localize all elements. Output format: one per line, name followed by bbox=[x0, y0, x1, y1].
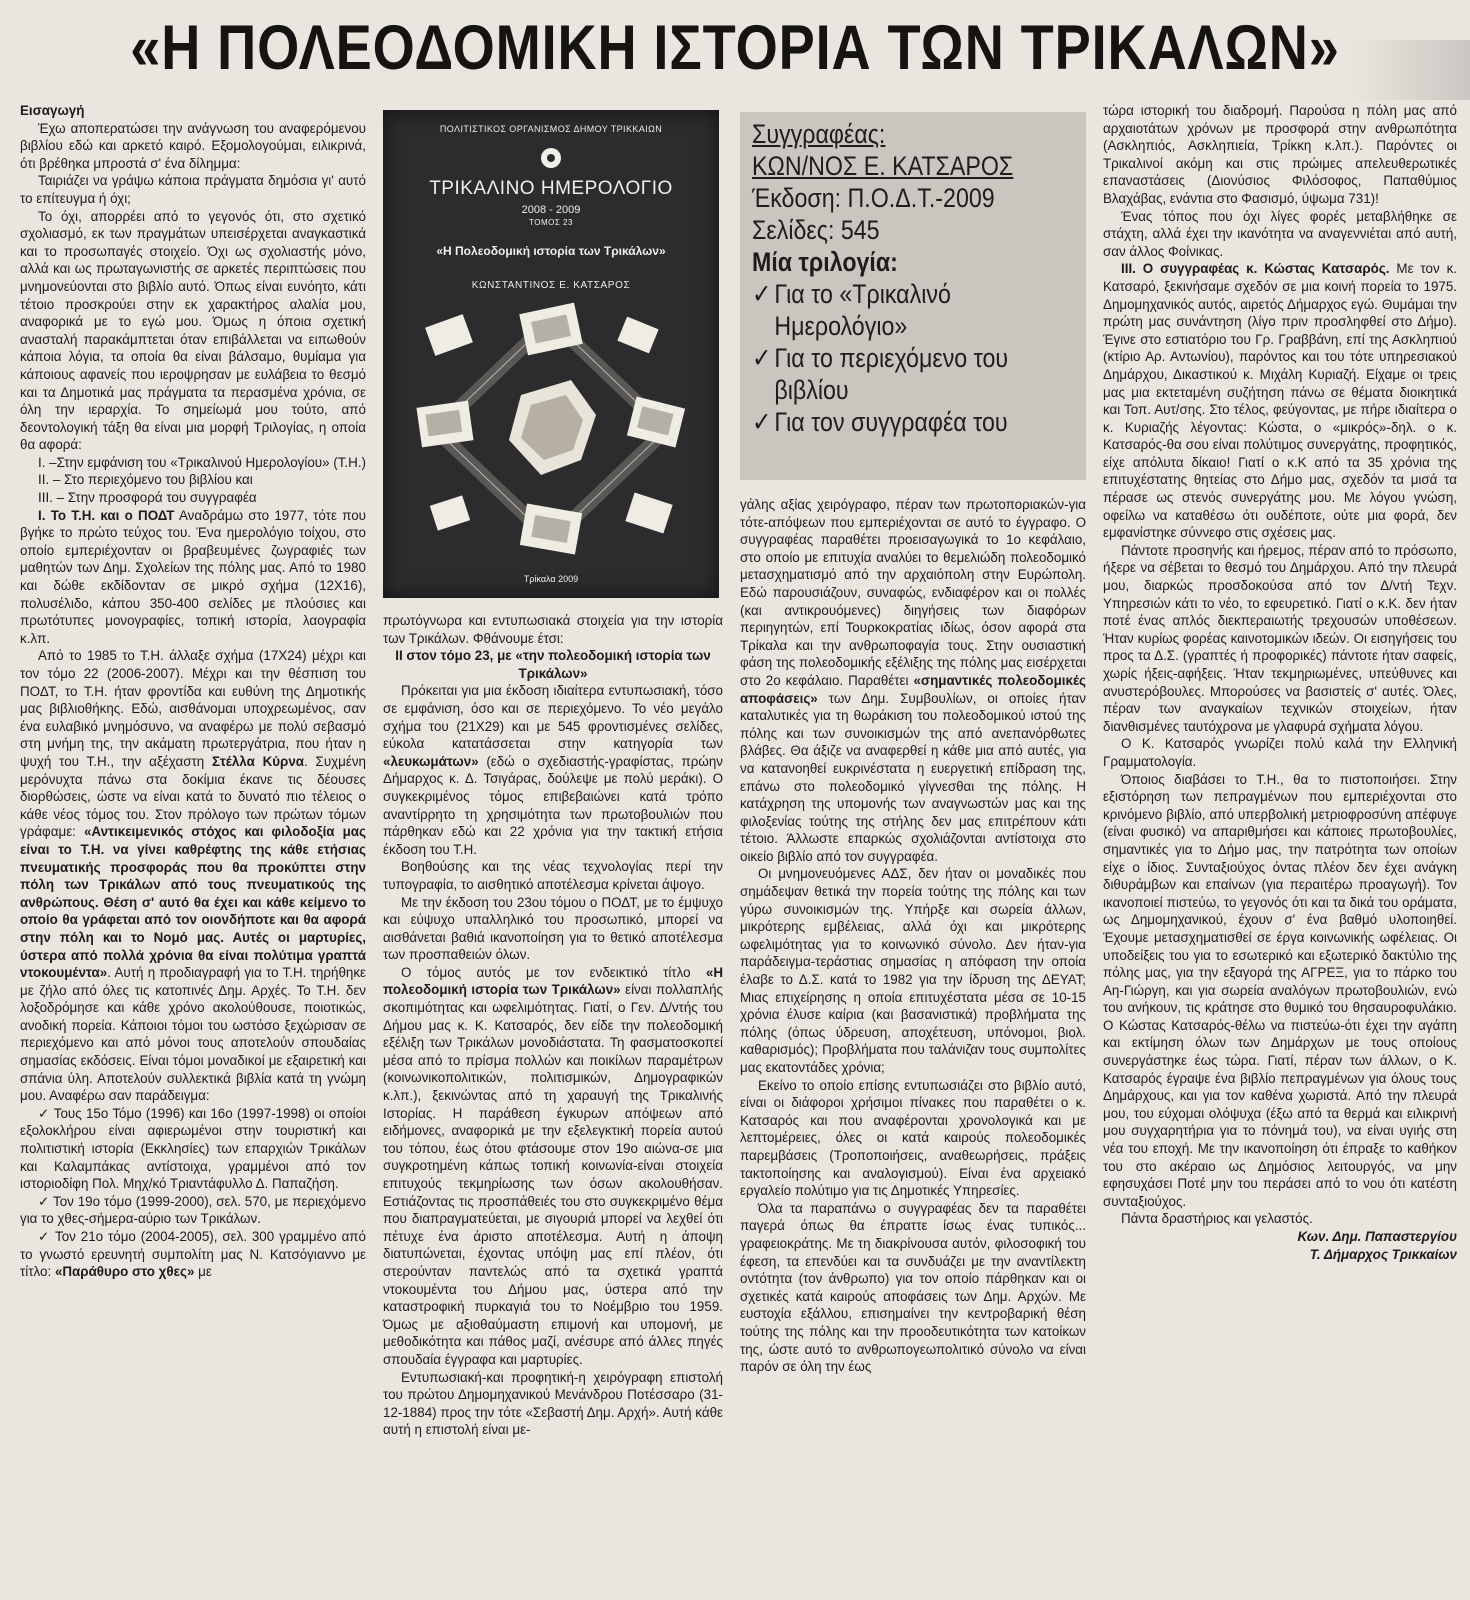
trilogy-item bbox=[752, 406, 1029, 438]
book-title: «Παράθυρο στο χθες» bbox=[54, 1264, 195, 1280]
paragraph bbox=[20, 647, 366, 1104]
paragraph: Όλα τα παραπάνω ο συγγραφέας δεν τα παραθέτει παγερά όπως θα έπραττε ίσως ένας τυπικός... γραφειοκράτης. Με τη διακρίνουσα αυτόν, φιλοσοφική του έφεση, τα επενδύει και τα συνδυάζει με την αναντίλεκτη οντότητα (τον άνθρωπο) για τον οποίο πάρθηκαν και οι σχετικές κατά καιρούς αποφάσεις των Δημ. Αρχών. Με ευστοχία εξάλλου, επισημαίνει την κεντροβαρική θέση τούτης της πόλης και την προοδευτικότητα των κατοίκων της, ώστε αυτό το ανθρωπογεωπολιτικό σύνολο να είναι παρόν σε όλη την έως bbox=[740, 1200, 1086, 1375]
signature-title: Τ. Δήμαρχος Τρικκαίων bbox=[1309, 1246, 1457, 1262]
paragraph-text: . Συχμένη μερόνυχτα πάνω στα δοκίμια έκανε τις δέουσες διορθώσεις, ώστε να είναι κατά το δυνατό πιο τέλειος ο κάθε νέος τόμος του. Στον πρόλογο των πρώτων τόμων γράφαμε: bbox=[20, 753, 366, 840]
bullet-item: ✓ Τους 15ο Τόμο (1996) και 16ο (1997-1998) οι οποίοι εξολοκλήρου είναι αφιερωμένοι στην τουριστική και πολιτιστική ιστορία (Εκκλησίες) των επαρχιών Τρικάλων και Καλαμπάκας αντίστοιχα, γραμμένοι από τον ιστοριοδίφη Πολ. Μηχ/κό Τριαντάφυλλο Δ. Παπαζήση. bbox=[20, 1105, 366, 1192]
subheading: ΙΙΙ. Ο συγγραφέας κ. Κώστας Κατσαρός. bbox=[1121, 261, 1390, 277]
author-name: ΚΩΝ/ΝΟΣ Ε. ΚΑΤΣΑΡΟΣ bbox=[752, 151, 1014, 181]
signature-name: Κων. Δημ. Παπαστεργίου bbox=[1297, 1229, 1457, 1244]
paragraph-text: Με τον κ. Κατσαρό, ξεκινήσαμε σχεδόν σε μια κοινή πορεία το 1975. Δημομηχανικός αυτός, αιρετός Δήμαρχος εγώ. Θυμάμαι την πρώτη μας συνάντηση (λίγο πριν προσληφθεί στο Δήμο). Έγινε στο εστιατόριο του Γρ. Γραββάνη, επί της Ασκληπιού (κτίριο Αρ. Αντωνίου), παρόντος και του τότε υπηρεσιακού Δημάρχου, Δικαστικού κ. Μιχάλη Κυριαζή. Είχαμε οι τρεις μας μια εκτεταμένη συζήτηση πάνω σε θέματα διοικητικά και Τοπ. Αυτ/σης. Στο τέλος, φεύγοντας, με πήρε ιδιαίτερα ο κ. Κυριαζής λέγοντας: Κώστα, ο «μικρός»-δηλ. ο κ. Κατσαρός-θα σου είναι πολύτιμος συνεργάτης, προφητικός, είχε απόλυτα δίκαιο! Γιατί ο κ.Κ από τα 35 χρόνια της επιτυχέστατης θητείας στο Δήμο μας, σχεδόν τα μισά τα πέρασε ως στενός συνεργάτης μου. Με λόγου γνώση, οφείλω να καταθέσω ότι ουδέποτε, ούτε μια φορά, δεν εμφανίστηκε σύννεφο στις σχέσεις μας. bbox=[1103, 261, 1457, 541]
paragraph: Πάντα δραστήριος και γελαστός. bbox=[1121, 1211, 1313, 1227]
section-title: Εισαγωγή bbox=[20, 103, 85, 118]
cover-place-year: Τρίκαλα 2009 bbox=[523, 574, 579, 584]
column-4 bbox=[1103, 102, 1457, 1263]
paragraph: Το όχι, απορρέει από το γεγονός ότι, στο σχετικό σχολιασμό, εκ των πραγμάτων υπεισέρχεται αναγκαστικά και το προσωπαγές στοιχείο. Όχι ως σχολιαστής μόνο, αλλά και ως πρωταγωνιστής σε αρκετές περιπτώσεις που μνημονεύονται στο βιβλίο αυτό. Όπως είναι ευνόητο, κάτι τέτοιο προσκρούει στην εκ χαρακτήρος αλαλία μου, αναφορικά με το εγώ μου. Όμως η όποια σχετική ανασταλή παρακάμπτεται όταν επιβάλλεται να ειπωθούν κάποια λόγια, τα οποία θα είναι βάλσαμο, θυμίαμα για κάποιους αφανείς που ιεροψρησαν με ευλάβεια το θεσμό και τα Δημοτικά μας πράγματα τα περασμένα χρόνια, σε όλη την ιεραρχία. Το σημείωμά μου τούτο, από δεοντολογική τάξη θα είναι μια μορφή Τριλογίας, η οποία θα αφορά: bbox=[20, 208, 366, 453]
cover-title: ΤΡΙΚΑΛΙΝΟ ΗΜΕΡΟΛΟΓΙΟ bbox=[429, 178, 673, 199]
paragraph: Έχω αποπερατώσει την ανάγνωση του αναφερόμενου βιβλίου εδώ και αρκετό καιρό. Εξομολογούμαι, ειλικρινά, ότι βρέθηκα μπροστά σ' ένα δίλημμα: bbox=[20, 120, 366, 171]
author-info-box bbox=[740, 112, 1086, 480]
trilogy-item-text: Για τον συγγραφέα του bbox=[774, 407, 1008, 437]
trilogy-item-text: Για το περιεχόμενο του βιβλίου bbox=[774, 343, 1009, 405]
cover-volume: ΤΟΜΟΣ 23 bbox=[529, 218, 573, 227]
column-2 bbox=[383, 612, 723, 1439]
paragraph bbox=[1103, 260, 1457, 542]
paragraph bbox=[383, 964, 723, 1369]
paragraph-text: Αναδράμω στο 1977, τότε που βγήκε το πρώτο τεύχος του. Ένα ημερολόγιο τοίχου, στο οποίο εμπεριέχονταν οι βραβευμένες ζωγραφιές των μαθητών των Δημ. Σχολείων της πόλης μας. Από το 1980 και δώθε εκδίδονταν σε μικρό σχήμα (12Χ16), πολυσέλιδο, κάπου 350-400 σελίδες με πλούσιες και πρωτότυπες μονογραφίες, τοπική ιστορία, λαογραφία κ.λπ. bbox=[20, 507, 366, 646]
quote: «Αντικειμενικός στόχος και φιλοδοξία μας είναι το Τ.Η. να γίνει καθρέφτης της κάθε ετήσιας πνευματικής προσφοράς που θα προκύπτει στην πόλη των Τρικάλων από τους πνευματικούς της ανθρώπους. Θέση σ' αυτό θα έχει και κάθε κείμενο το οποίο θα γράφεται από τον οιονδήποτε και θα αφορά στην πόλη και το Νομό μας. Αυτές οι μαρτυρίες, ύστερα από πολλά χρόνια θα είναι πολύτιμα γραπτά ντοκουμέντα» bbox=[20, 824, 367, 981]
paragraph bbox=[20, 507, 366, 648]
paragraph: Ένας τόπος που όχι λίγες φορές μεταβλήθηκε σε στάχτη, αλλά έχει την ικανότητα να αναγεννιέται από αυτή, σαν άλλος Φοίνικας. bbox=[1103, 208, 1457, 259]
paragraph-text: Πρόκειται για μια έκδοση ιδιαίτερα εντυπωσιακή, τόσο σε εμφάνιση, όσο και σε περιεχόμενο. Το νέο μεγάλο σχήμα του (21Χ29) και με 545 φροντισμένες σελίδες, εύκολα κατατάσσεται στην κατηγορία των bbox=[383, 683, 723, 752]
paragraph: Οι μνημονευόμενες ΑΔΣ, δεν ήταν οι μοναδικές που σημάδεψαν θετικά την πορεία τούτης της πόλης και των γύρω συνοικισμών της. Υπήρξε και σωρεία άλλων, μικρότερης εμβέλειας, αλλά όχι και μικρότερης ωφελιμότητας για το κοινωνικό σύνολο. Δεν ήταν-για παράδειγμα-τεράστιας σημασίας η απόφαση την οποία έλαβε το Δ.Σ. κατά το 1982 για την ίδρυση της ΔΕΥΑΤ; Μιας επιχείρησης η οποία επιτυχέστατα μέσα σε 10-15 χρόνια έλυσε καίρια (και βασανιστικά) προβλήματα της πόλης (όπως ύδρευση, αποχέτευση, υπόνομοι, βιολ. καθαρισμός); Προβλήματα που ταλάνιζαν τους συμπολίτες μας εκατοντάδες χρόνια; bbox=[740, 866, 1086, 1075]
cover-artwork bbox=[411, 300, 691, 560]
subheading: Ι. Το Τ.Η. και ο ΠΟΔΤ bbox=[38, 507, 175, 523]
paragraph: πρωτόγνωρα και εντυπωσιακά στοιχεία για την ιστορία των Τρικάλων. Φθάνουμε έτσι: bbox=[383, 613, 723, 646]
paragraph-text: (εδώ ο σχεδιαστής-γραφίστας, πρώην Δήμαρχος κ. Δ. Τσιγάρας, δούλεψε με πολύ μεράκι). Ο συγκεκριμένος τόμος επιβεβαιώνει κατά τρόπο αναντίρρητο τη χρησιμότητα των πρωτοβουλιών που πάρθηκαν εδώ και 22 χρόνια για την τακτική ετήσια έκδοση του Τ.Η. bbox=[383, 753, 723, 857]
emphasis: «σημαντικές πολεοδομικές αποφάσεις» bbox=[740, 672, 1086, 706]
list-item: ΙΙΙ. – Στην προσφορά του συγγραφέα bbox=[38, 490, 257, 506]
edition-info: Έκδοση: Π.Ο.Δ.Τ.-2009 bbox=[752, 183, 995, 213]
paragraph: Με την έκδοση του 23ου τόμου ο ΠΟΔΤ, με το έμψυχο και εύψυχο υπαλληλικό του προσωπικό, μπορεί να αισθάνεται βαθιά ικανοποίηση για το θετικό αποτέλεσμα των προσπαθειών όλων. bbox=[383, 894, 723, 963]
pages-info: Σελίδες: 545 bbox=[752, 215, 880, 245]
paragraph: Εντυπωσιακή-και προφητική-η χειρόγραφη επιστολή του πρώτου Δημομηχανικού Μενάνδρου Ποτέσσαρο (31-12-1884) προς την τότε «Σεβαστή Δημ. Αρχή». Αυτή κάθε αυτή η επιστολή είναι με- bbox=[383, 1369, 723, 1438]
author-label: Συγγραφέας: bbox=[752, 119, 886, 149]
cover-publisher: ΠΟΛΙΤΙΣΤΙΚΟΣ ΟΡΓΑΝΙΣΜΟΣ ΔΗΜΟΥ ΤΡΙΚΚΑΙΩΝ bbox=[439, 124, 663, 134]
list-item: Ι. –Στην εμφάνιση του «Τρικαλινού Ημερολογίου» (Τ.Η.) bbox=[38, 454, 366, 470]
paragraph-text: Ο τόμος αυτός με τον ενδεικτικό τίτλο bbox=[401, 964, 706, 980]
trilogy-heading: Μία τριλογία: bbox=[752, 247, 898, 277]
paragraph-text: με bbox=[194, 1264, 212, 1280]
check-icon: ✓ bbox=[752, 279, 772, 309]
column-1 bbox=[20, 102, 366, 1281]
cover-years: 2008 - 2009 bbox=[521, 204, 581, 216]
bleed-through-shadow bbox=[1350, 40, 1470, 100]
check-icon: ✓ bbox=[752, 343, 772, 373]
column-3 bbox=[740, 496, 1086, 1376]
paragraph-text: Από το 1985 το Τ.Η. άλλαξε σχήμα (17Χ24) μέχρι και τον τόμο 22 (2006-2007). Μέχρι και την θέσπιση του ΠΟΔΤ, το Τ.Η. ήταν φροντίδα και ευθύνη της Δημοτικής μας βιβλιοθήκης. Εδώ, αισθάνομαι υποχρεωμένος, σαν ένα ευλαβικό μνημόσυνο, να αναφέρω με πολύ σεβασμό στη μνήμη της, την ακάματη πρωτεργάτρια, που ήταν η ψυχή του Τ.Η., την αξέχαστη bbox=[20, 648, 366, 769]
book-cover bbox=[383, 110, 719, 598]
paragraph-text: των Δημ. Συμβουλίων, οι οποίες ήταν καταλυτικές για τη θωράκιση του πολεοδομικού ιστού της πόλης και των συνοικισμών της από ανεπανόρθωτες βλάβες. Θα άξιζε να αναφερθεί η κάθε μια από αυτές, για να κατανοηθεί ευκρινέστατα η ευεργετική επίδραση της, επάνω στο πολεοδομικό γίγνεσθαι της πόλης. Η κατάχρηση της υπομονής των αναγνωστών μας και της φιλοξενίας τούτης της στήλης δεν μας επιτρέπουν κάτι τέτοιο. Άλλωστε επαρκώς σχολιάζονται αντίστοιχα στο οικείο βιβλίο από τον συγγραφέα. bbox=[740, 690, 1086, 864]
paragraph-text: γάλης αξίας χειρόγραφο, πέραν των πρωτοποριακών-για τότε-απόψεων που εμπεριέχονται σε αυτό το έγγραφο. Ο συγγραφέας παραθέτει προεισαγωγικά το 1ο κεφάλαιο, στο οποίο με επιτυχία αναλύει το θεμελιώδη πολεοδομικό μετασχηματισμό από την αρχαιόπολη στην Ευρώπολη. Εδώ παρουσιάζουν, συναφώς, ενδιαφέρον και οι πολλές (και αντικρουόμενες) διηγήσεις των διαφόρων περιηγητών, επί Τουρκοκρατίας ιδίως, όσον αφορά στα Τρίκαλα και την ανθρωποφαγία τους. Στην ουσιαστική φάση της πολεοδομικής εξέλιξης της πόλης μας εισέρχεται στο 2ο κεφάλαιο. Παραθέτει bbox=[740, 497, 1086, 688]
paragraph: Όποιος διαβάσει το Τ.Η., θα το πιστοποιήσει. Στην εξιστόρηση των πεπραγμένων που εμπεριέχονται στο κρινόμενο βιβλίο, από υπερβολική μετριοφροσύνη απέφυγε (είναι φυσικό) να απαριθμήσει και κάποιες πρωτοβουλίες, σημαντικές για το Δήμο μας, την πατρότητα των οποίων είχε ο ίδιος. Συνταξιούχος όντας πλέον δεν έχει ανάγκη διθυράμβων και επαίνων (για περαιτέρω προαγωγή). Τον ικανοποιεί πιστεύω, το γεγονός ότι και τα δικά του οράματα, ως Δημομηχανικού, έχουν σ' ένα βαθμό υλοποιηθεί. Έχουμε μετασχηματισθεί σε έργα κοινωνικής ωφέλειας. Οι υποδείξεις του για το εσωτερικό και εξωτερικό δακτύλιο της πόλης μας, για την εξαγορά της ΑΓΡΕΞ, για το πάρκο του Αη-Γιώργη, και για σωρεία αναλόγων πρωτοβουλιών, ενώ του ανήκουν, τις κράτησε στο θυμικό του θησαυροφυλάκιο. Ο Κώστας Κατσαρός-θέλω να πιστεύω-ότι έχει την αγάπη και εκτίμηση όλων των Δημάρχων με τους οποίους συνεργάστηκε έως τώρα. Γιατί, πέραν των άλλων, ο Κ. Κατσαρός έγραψε ένα βιβλίο πεπραγμένων για όλους τους Δημάρχους, και για τον καθένα χωριστά. Από την πλευρά μου, του εύχομαι ολόψυχα (έξω από τα θερμά και ειλικρινή μου συγχαρητήρια για το πόνημά του), να είναι υγιής στη νέα του εποχή. Με την ικανοποίηση ότι έπραξε το καθήκον του στο ακέραιο ως Δημόσιος λειτουργός, να μην εφησυχάσει Ποτέ μην του περάσει από το νου ότι κατέστη συνταξιούχος. bbox=[1103, 771, 1457, 1209]
article-headline: «Η ΠΟΛΕΟΔΟΜΙΚΗ ΙΣΤΟΡΙΑ ΤΩΝ ΤΡΙΚΑΛΩΝ» bbox=[130, 13, 1340, 83]
paragraph-text: είναι πολλαπλής σκοπιμότητας και ωφελιμότητας. Γιατί, ο Γεν. Δ/ντής του Δήμου μας κ. Κ. Κατσαρός, δεν είδε την πολεοδομική εξέλιξη των Τρικάλων μονοδιάστατα. Τη φασματοσκοπεί μέσα από το πρίσμα πολλών και ποικίλων παραμέτρων (κοινωνικοπολιτικών, πολιτισμικών, Δημογραφικών κ.λπ.), ξεκινώντας από τη χαραυγή της Τρικαλινής Ιστορίας. Η παράθεση έγκυρων απόψεων από ειδήμονες, αναφορικά με την εξελεγκτική πορεία αυτού του τόπου, έως ότου φτάσουμε στον 19ο αιώνα-σε μια συγκροτημένη κάπως τοπική κοινωνία-είναι στοιχεία επιτυχούς τεκμηρίωσης των όσων ακολουθήσαν. Εστιάζοντας τις προσπάθειές του στο συγκεκριμένο θέμα που διαπραγματεύεται, με σιγουριά μπορεί να λεχθεί ότι πέτυχε ένα άριστο αποτέλεσμα. Αυτή η άποψη διατυπώνεται, έχοντας υπόψη μας επί πλέον, ότι στερούνταν παντελώς από τα σχετικά γραπτά ντοκουμέντα του Δήμου μας, ύστερα από την καταστροφική πυρκαγιά του το Νοέμβριο του 1959. Όμως με αξιοθαύμαστη επιμονή και υπομονή, με μεθοδικότητα και πάθος μαζί, ανέσυρε από άλλες πηγές σπουδαία έγγραφα και μαρτυρίες. bbox=[383, 982, 723, 1367]
publisher-logo-icon bbox=[541, 148, 561, 168]
paragraph: Βοηθούσης και της νέας τεχνολογίας περί την τυπογραφία, το αισθητικό αποτέλεσμα κρίνεται άψογο. bbox=[383, 859, 723, 892]
person-name: Στέλλα Κύρνα bbox=[212, 753, 305, 769]
paragraph: Ο Κ. Κατσαρός γνωρίζει πολύ καλά την Ελληνική Γραμματολογία. bbox=[1103, 736, 1457, 769]
bullet-item bbox=[20, 1228, 366, 1281]
subheading: ΙΙ στον τόμο 23, με «την πολεοδομική ιστορία των Τρικάλων» bbox=[395, 648, 711, 681]
cover-author: ΚΩΝΣΤΑΝΤΙΝΟΣ Ε. ΚΑΤΣΑΡΟΣ bbox=[471, 280, 631, 291]
paragraph: τώρα ιστορική του διαδρομή. Παρούσα η πόλη μας από αρχαιοτάτων χρόνων με προσφορά στην ανθρωπότητα (Ασκληπιός, Ασκληπιεία, Τρίκκη κ.λπ.). Παρόντες οι Τρικαλινοί ακόμη και στις πρώιμες απελευθερωτικές επαναστάσεις (Διονύσιος Φιλόσοφος, Παπαθύμιος Βλαχάβας, ενάντια στο Φασισμό, ύψωμα 731)! bbox=[1103, 103, 1457, 206]
trilogy-item-text: Για το «Τρικαλινό Ημερολόγιο» bbox=[774, 279, 951, 341]
paragraph bbox=[740, 496, 1086, 865]
paragraph-text: ✓ Τον 21ο τόμο (2004-2005), σελ. 300 γραμμένο από το γνωστό ερευνητή συμπολίτη μας Ν. Κατσόγιαννο με τίτλο: bbox=[20, 1229, 366, 1280]
emphasis: «λευκωμάτων» bbox=[383, 753, 479, 769]
paragraph bbox=[383, 682, 723, 858]
book-title: «Η πολεοδομική ιστορία των Τρικάλων» bbox=[383, 964, 723, 998]
cover-subtitle: «Η Πολεοδομική ιστορία των Τρικάλων» bbox=[436, 244, 666, 258]
trilogy-item bbox=[752, 278, 1029, 342]
trilogy-item bbox=[752, 342, 1029, 406]
list-item: ΙΙ. – Στο περιεχόμενο του βιβλίου και bbox=[38, 472, 253, 488]
paragraph: Ταιριάζει να γράψω κάποια πράγματα δημόσια γι' αυτό το επίτευγμα ή όχι; bbox=[20, 173, 366, 206]
paragraph: Πάντοτε προσηνής και ήρεμος, πέραν από το πρόσωπο, ήξερε να σέβεται το θεσμό του Δημάρχου. Από την πλευρά μου, διαρκώς προσδοκούσα από τον Δ/ντή Τεχν. Υπηρεσιών κάτι το νέο, το εφευρετικό. Γιατί ο κ.Κ. δεν ήταν ποτέ ένας απλός διεκπεραιωτής τρεχουσών υποθέσεων. Ήταν κυρίως φορέας καινοτομικών ιδεών. Οι εισηγήσεις του προς τα Δ.Σ. (γραπτές ή προφορικές) πάντοτε ήταν σαφείς, χωρίς ήξεις-αφήξεις. Ήταν τεκμηριωμένες, υπεύθυνες και ανυστερόβουλες. Μπορούσες να βασιστείς σ' αυτές. Όλες, πέραν των αναγκαίων τεχνικών στοιχείων, ήταν διανθισμένες ταυτόχρονα με γλαφυρά σχήματα λόγου. bbox=[1103, 542, 1457, 734]
bullet-item: ✓ Τον 19ο τόμο (1999-2000), σελ. 570, με περιεχόμενο για το χθες-σήμερα-αύριο των Τρικάλων. bbox=[20, 1193, 366, 1227]
paragraph-text: . Αυτή η προδιαγραφή για το Τ.Η. τηρήθηκε με ζήλο από όλες τις κατοπινές Δημ. Αρχές. Το Τ.Η. δεν λοξοδρόμησε και κάθε χρόνο ακολούθουσε, ποιοτικώς, ανοδική πορεία. Κάποιοι τόμοι του ωστόσο ξεχώρισαν σε περιεχόμενο και από μόνοι τους αποτελούν σπουδαίας σημασίας εκδόσεις. Είναι τόμοι μοναδικοί με εξαιρετική και σπάνια ύλη. Αποτελούν συλλεκτικά βιβλία κατά τη γνώμη μου. Αναφέρω σαν παράδειγμα: bbox=[20, 965, 366, 1104]
check-icon: ✓ bbox=[752, 407, 772, 437]
paragraph: Εκείνο το οποίο επίσης εντυπωσιάζει στο βιβλίο αυτό, είναι οι διάφοροι χρήσιμοι πίνακες που παραθέτει ο κ. Κατσαρός και που αναφέρονται χρονολογικά και με λεπτομέρειες, όλες οι κατά καιρούς πολεοδομικές παρεμβάσεις (Τροποποιήσεις, αναθεωρήσεις, πράξεις τακτοποίησης και αναλογισμού). Είναι ένα αρχειακό εργαλείο πολύτιμο για τις Δημοτικές Υπηρεσίες. bbox=[740, 1077, 1086, 1199]
